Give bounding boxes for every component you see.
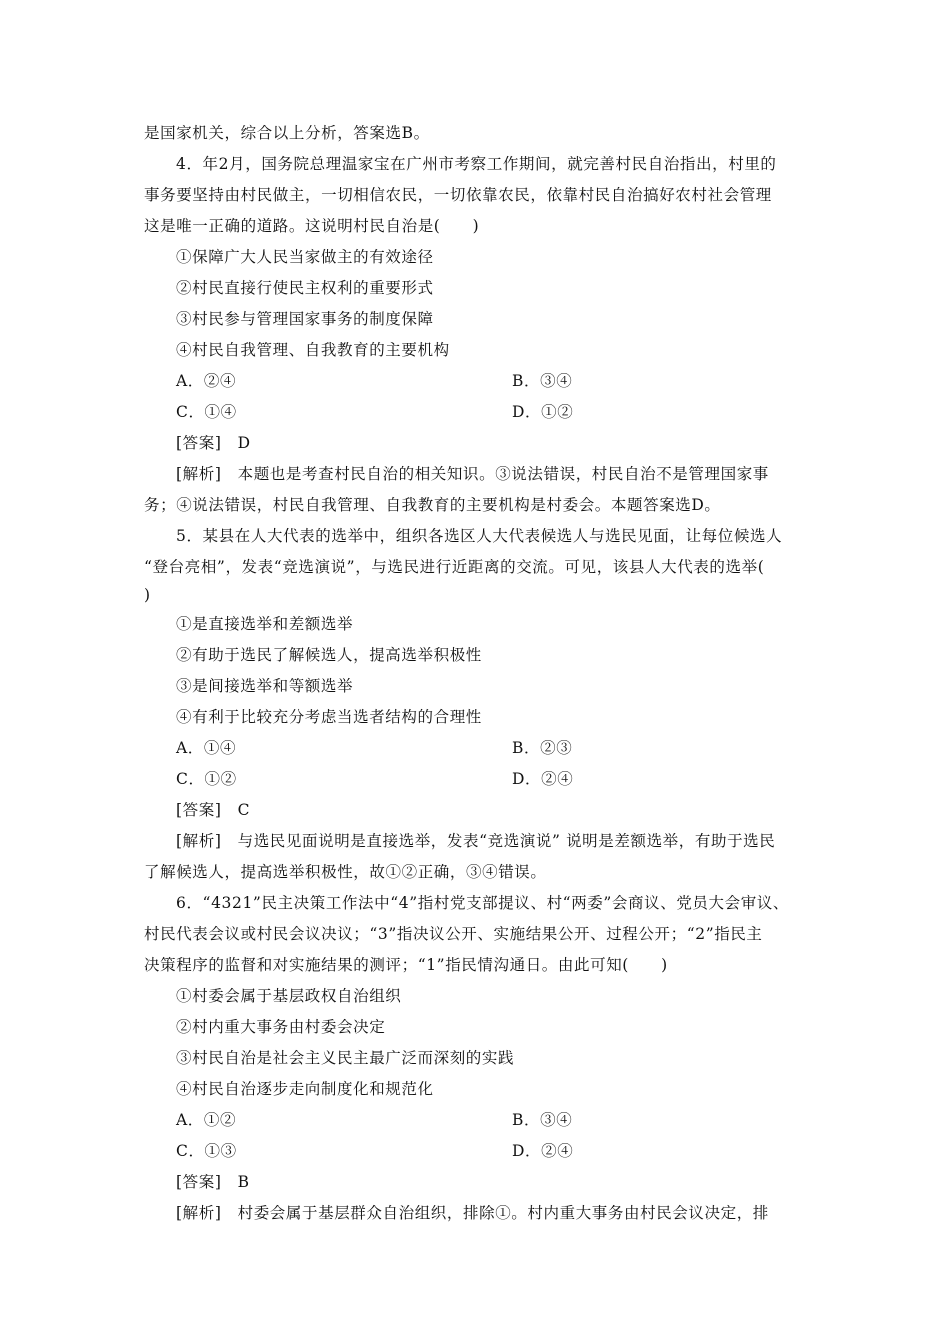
q5-stem-line-3: ): [144, 586, 151, 604]
q5-item-3: ③是间接选举和等额选举: [176, 677, 354, 695]
q5-stem-line-2: “登台亮相”，发表“竞选演说”，与选民进行近距离的交流。可见，该县人大代表的选举(: [144, 558, 765, 576]
q4-item-3: ③村民参与管理国家事务的制度保障: [176, 310, 434, 328]
q6-item-3: ③村民自治是社会主义民主最广泛而深刻的实践: [176, 1049, 515, 1067]
q5-stem-line-1: 5．某县在人大代表的选举中，组织各选区人大代表候选人与选民见面，让每位候选人: [176, 527, 783, 545]
q5-analysis-line-1: [解析] 与选民见面说明是直接选举，发表“竞选演说” 说明是差额选举，有助于选民: [176, 832, 776, 850]
q4-option-a: A．②④: [176, 372, 237, 390]
q4-stem-line-2: 事务要坚持由村民做主，一切相信农民，一切依靠农民，依靠村民自治搞好农村社会管理: [144, 186, 772, 204]
q6-stem-line-1: 6．“4321”民主决策工作法中“4”指村党支部提议、村“两委”会商议、党员大会审议、: [176, 894, 790, 912]
q6-option-c: C．①③: [176, 1142, 237, 1160]
q4-answer: [答案] D: [176, 434, 251, 452]
q4-analysis-line-1: [解析] 本题也是考查村民自治的相关知识。③说法错误，村民自治不是管理国家事: [176, 465, 769, 483]
q5-option-b: B．②③: [512, 739, 573, 757]
q6-option-a: A．①②: [176, 1111, 237, 1129]
q4-option-b: B．③④: [512, 372, 573, 390]
q6-item-2: ②村内重大事务由村委会决定: [176, 1018, 386, 1036]
q6-answer: [答案] B: [176, 1173, 250, 1191]
q5-option-d: D．②④: [512, 770, 574, 788]
prev-analysis-end: 是国家机关，综合以上分析，答案选B。: [144, 124, 430, 142]
q6-analysis-line-1: [解析] 村委会属于基层群众自治组织，排除①。村内重大事务由村民会议决定，排: [176, 1204, 769, 1222]
q5-item-4: ④有利于比较充分考虑当选者结构的合理性: [176, 708, 482, 726]
q4-item-2: ②村民直接行使民主权利的重要形式: [176, 279, 434, 297]
q6-option-d: D．②④: [512, 1142, 574, 1160]
q6-item-4: ④村民自治逐步走向制度化和规范化: [176, 1080, 434, 1098]
q4-item-1: ①保障广大人民当家做主的有效途径: [176, 248, 434, 266]
q5-item-2: ②有助于选民了解候选人，提高选举积极性: [176, 646, 482, 664]
q4-stem-line-3: 这是唯一正确的道路。这说明村民自治是( ): [144, 217, 480, 235]
q6-option-b: B．③④: [512, 1111, 573, 1129]
q5-option-a: A．①④: [176, 739, 237, 757]
q4-option-d: D．①②: [512, 403, 574, 421]
q5-item-1: ①是直接选举和差额选举: [176, 615, 354, 633]
q5-analysis-line-2: 了解候选人，提高选举积极性，故①②正确，③④错误。: [144, 863, 547, 881]
q4-stem-line-1: 4．年2月，国务院总理温家宝在广州市考察工作期间，就完善村民自治指出，村里的: [176, 155, 777, 173]
q4-option-c: C．①④: [176, 403, 237, 421]
q4-analysis-line-2: 务；④说法错误，村民自我管理、自我教育的主要机构是村委会。本题答案选D。: [144, 496, 721, 514]
q6-stem-line-2: 村民代表会议或村民会议决议；“3”指决议公开、实施结果公开、过程公开；“2”指民主: [144, 925, 763, 943]
q5-option-c: C．①②: [176, 770, 237, 788]
q4-item-4: ④村民自我管理、自我教育的主要机构: [176, 341, 450, 359]
q5-answer: [答案] C: [176, 801, 251, 819]
q6-stem-line-3: 决策程序的监督和对实施结果的测评；“1”指民情沟通日。由此可知( ): [144, 956, 668, 974]
q6-item-1: ①村委会属于基层政权自治组织: [176, 987, 402, 1005]
